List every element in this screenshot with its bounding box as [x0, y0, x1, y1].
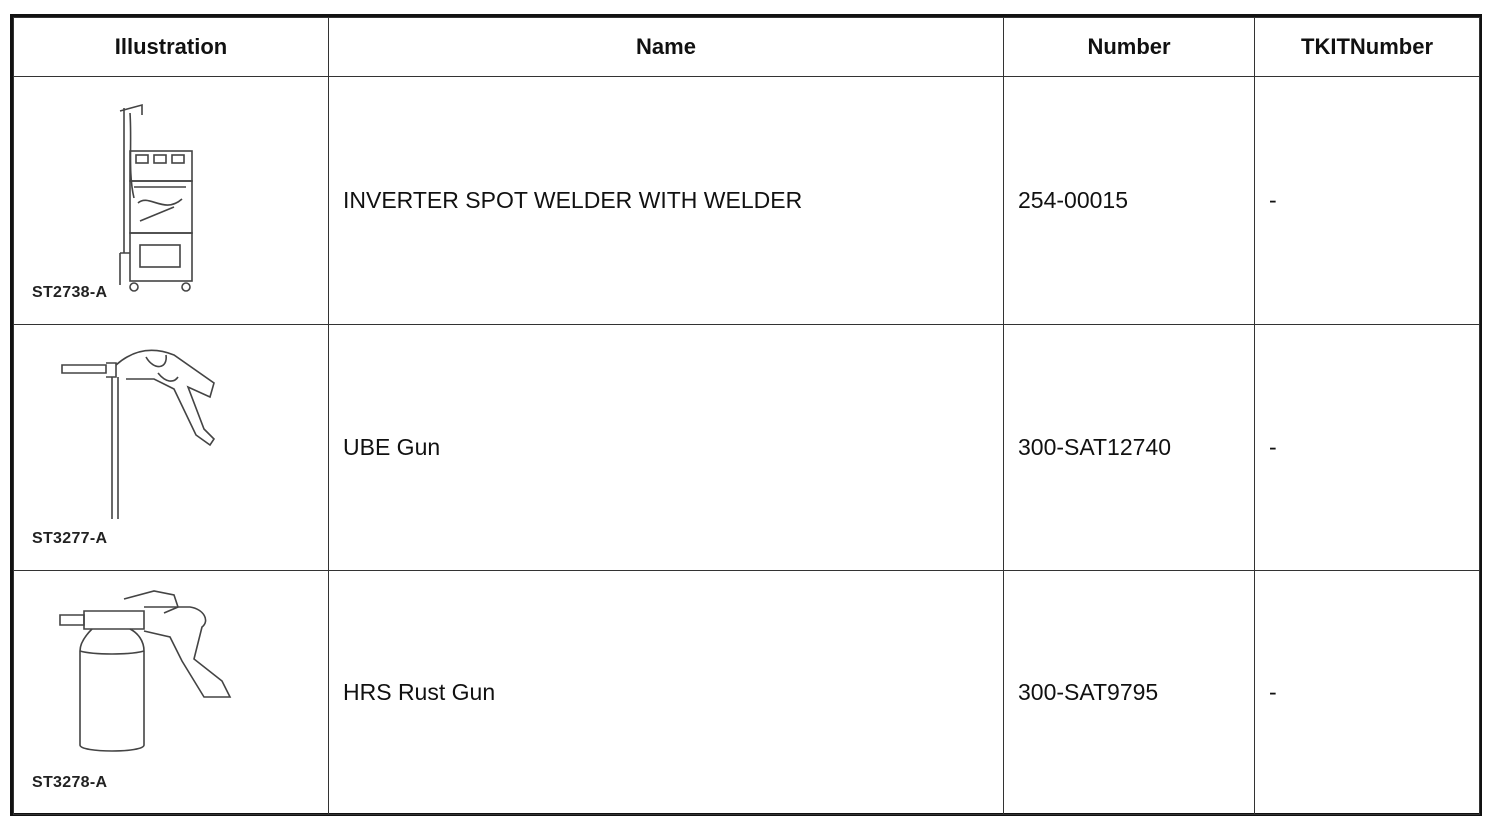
header-name: Name: [329, 18, 1004, 77]
tkit-number-cell: -: [1255, 325, 1480, 571]
rust-gun-icon: [54, 585, 244, 765]
header-tkit-number: TKITNumber: [1255, 18, 1480, 77]
tools-table-frame: [10, 14, 1482, 816]
tkit-number-cell: -: [1255, 77, 1480, 325]
tkit-number-cell: -: [1255, 571, 1480, 815]
number-cell: 300-SAT9795: [1004, 571, 1255, 815]
illustration-code: ST3278-A: [32, 774, 108, 791]
illustration-cell: [14, 77, 329, 325]
illustration-cell: [14, 571, 329, 815]
tools-table: [13, 17, 1480, 815]
name-cell: UBE Gun: [329, 325, 1004, 571]
header-number: Number: [1004, 18, 1255, 77]
name-cell: HRS Rust Gun: [329, 571, 1004, 815]
table-row: [14, 571, 1480, 815]
illustration-code: ST3277-A: [32, 530, 108, 547]
spot-welder-icon: [94, 103, 204, 293]
name-cell: INVERTER SPOT WELDER WITH WELDER: [329, 77, 1004, 325]
illustration-code: ST2738-A: [32, 284, 108, 301]
number-cell: 300-SAT12740: [1004, 325, 1255, 571]
illustration-cell: [14, 325, 329, 571]
table-header-row: [14, 18, 1480, 77]
table-row: [14, 325, 1480, 571]
number-cell: 254-00015: [1004, 77, 1255, 325]
ube-gun-icon: [54, 343, 234, 523]
table-row: [14, 77, 1480, 325]
header-illustration: Illustration: [14, 18, 329, 77]
